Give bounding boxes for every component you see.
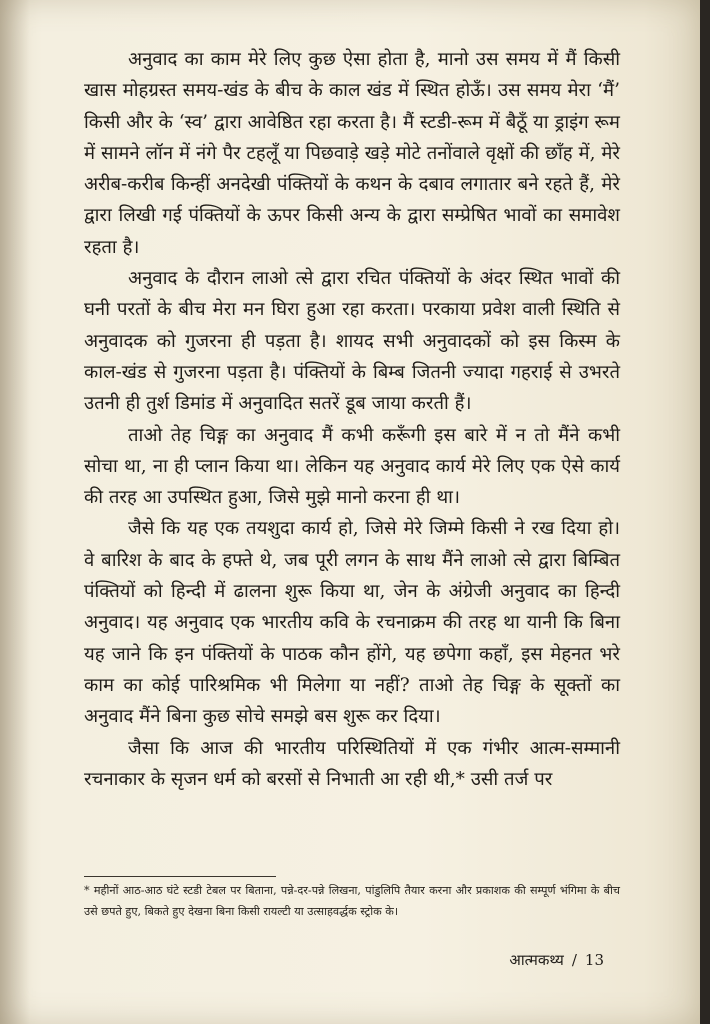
- paragraph: ताओ तेह चिङ्ग का अनुवाद मैं कभी करूँगी इस बारे में न तो मैंने कभी सोचा था, ना ही प्लान किया था। लेकिन यह अनुवाद कार्य मेरे लिए एक ऐसे कार्य की तरह आ उपस्थित हुआ, जिसे मुझे मानो करना ही था।: [84, 424, 620, 509]
- footnote: * महीनों आठ-आठ घंटे स्टडी टेबल पर बिताना, पन्ने-दर-पन्ने लिखना, पांडुलिपि तैयार करना और प्रकाशक की सम्पूर्ण भंगिमा के बीच उसे छपते हुए, बिकते हुए देखना बिना किसी रायल्टी या उत्साहवर्द्धक स्ट्रोक के।: [84, 884, 620, 918]
- folio-separator: /: [571, 951, 577, 969]
- paragraph: जैसे कि यह एक तयशुदा कार्य हो, जिसे मेरे जिम्मे किसी ने रख दिया हो। वे बारिश के बाद के हफ्ते थे, जब पूरी लगन के साथ मैंने लाओ त्से द्वारा बिम्बित पंक्तियों को हिन्दी में ढालना शुरू किया था, जेन के अंग्रेजी अनुवाद का हिन्दी अनुवाद। यह अनुवाद एक भारतीय कवि के रचनाक्रम की तरह था यानी कि बिना यह जाने कि इन पंक्तियों के पाठक कौन होंगे, यह छपेगा कहाँ, इस मेहनत भरे काम का कोई पारिश्रमिक भी मिलेगा या नहीं? ताओ तेह चिङ्ग के सूक्तों का अनुवाद मैंने बिना कुछ सोचे समझे बस शुरू कर दिया।: [84, 518, 620, 728]
- footnote-divider: [84, 876, 276, 877]
- paragraph: अनुवाद का काम मेरे लिए कुछ ऐसा होता है, मानो उस समय में मैं किसी खास मोहग्रस्त समय-खंड के बीच के काल खंड में स्थित होऊँ। उस समय मेरा ‘मैं’ किसी और के ‘स्व’ द्वारा आवेष्ठित रहा करता है। मैं स्टडी-रूम में बैठूँ या ड्राइंग रूम में सामने लॉन में नंगे पैर टहलूँ या पिछवाड़े खड़े मोटे तनोंवाले वृक्षों की छाँह में, मेरे अरीब-करीब किन्हीं अनदेखी पंक्तियों के कथन के दबाव लगातार बने रहते हैं, मेरे द्वारा लिखी गई पंक्तियों के ऊपर किसी अन्य के द्वारा सम्प्रेषित भावों का समावेश रहता है।: [84, 49, 620, 258]
- page-gutter-shadow: [0, 0, 30, 1024]
- page-footer: [509, 950, 604, 970]
- running-title: आत्मकथ्य: [509, 951, 564, 969]
- paragraph: अनुवाद के दौरान लाओ त्से द्वारा रचित पंक्तियों के अंदर स्थित भावों की घनी परतों के बीच मेरा मन घिरा हुआ रहा करता। परकाया प्रवेश वाली स्थिति से अनुवादक को गुजरना ही पड़ता है। शायद सभी अनुवादकों को इस किस्म के काल-खंड से गुजरना पड़ता है। पंक्तियों के बिम्ब जितनी ज्यादा गहराई से उभरते उतनी ही तुर्श डिमांड में अनुवादित सतरें डूब जाया करती हैं।: [84, 268, 620, 415]
- paragraph: जैसा कि आज की भारतीय परिस्थितियों में एक गंभीर आत्म-सम्मानी रचनाकार के सृजन धर्म को बरसों से निभाती आ रही थी,* उसी तर्ज पर: [84, 737, 620, 790]
- page-number: 13: [584, 951, 604, 969]
- body-text: [84, 44, 620, 795]
